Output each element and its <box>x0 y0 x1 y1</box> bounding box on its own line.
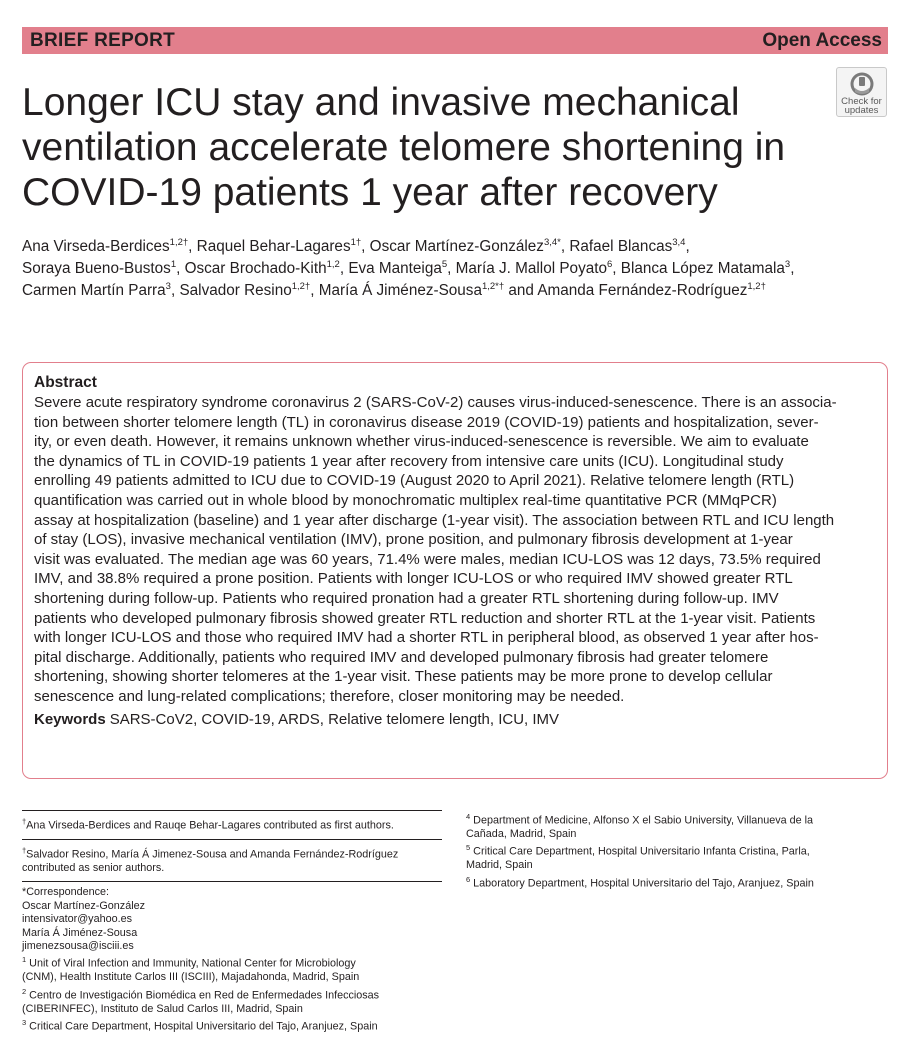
affiliations-left <box>22 953 442 1034</box>
senior-authors-note: †Salvador Resino, María Á Jimenez-Sousa and Amanda Fernández-Rodríguez contributed as senior authors. <box>22 846 399 874</box>
author-list: Ana Virseda-Berdices$^{1,2\dagger}$, Raquel Behar-Lagares$^{1\dagger}$, Oscar Martínez-González$^{3,4*}$, Rafael Blancas$^{3,4}$, Soraya Bueno-Bustos$^1$, Oscar Brochado-Kith$^{1,2}$, Eva Manteiga$^5$, María J. Mallol Poyato$^6$, Blanca López Matamala$^3$, Carmen Martín Parra$^3$, Salvador Resino$^{1,2\dagger}$, María Á Jiménez-Sousa$^{1,2*\dagger}$ and Amanda Fernández-Rodríguez$^{1,2\dagger}$ <box>22 236 795 299</box>
footnotes-right <box>466 810 866 891</box>
badge-text-line2: updates <box>844 105 879 116</box>
author-affiliation-marker: 6 <box>606 258 613 270</box>
check-for-updates-badge[interactable] <box>836 67 887 117</box>
affiliation-note: $^5$ Critical Care Department, Hospital Universitario Infanta Cristina, Parla, Madrid, Spain <box>466 843 810 872</box>
author-name: Eva Manteiga <box>348 260 442 277</box>
article-title: Longer ICU stay and invasive mechanical ventilation accelerate telomere shortening in COVID-19 patients 1 year after recovery <box>22 81 786 214</box>
abstract-line: tion between shorter telomere length (TL) in coronavirus disease 2019 (COVID-19) patients and hospitalization, sever- <box>34 413 819 431</box>
badge-text-line1: Check for <box>841 96 882 107</box>
affiliation-note: $^2$ Centro de Investigación Biomédica en Red de Enfermedades Infecciosas (CIBERINFEC), Instituto de Salud Carlos III, Madrid, Spain <box>22 986 380 1015</box>
abstract-line: pital discharge. Additionally, patients who required IMV and developed pulmonary fibrosis had greater telomere <box>34 648 769 666</box>
abstract-line: patients who developed pulmonary fibrosis showed greater RTL reduction and shorter RTL at the 1-year visit. Patients <box>34 609 816 627</box>
abstract-heading: Abstract <box>34 374 97 391</box>
open-access-label[interactable]: Open Access <box>762 29 882 51</box>
author-name: María J. Mallol Poyato <box>455 260 607 277</box>
author-name: María Á Jiménez-Sousa <box>318 282 482 299</box>
author-name: Salvador Resino <box>179 282 292 299</box>
article-type-label: BRIEF REPORT <box>30 29 176 51</box>
article-type-banner <box>22 27 888 54</box>
abstract-line: assay at hospitalization (baseline) and 1 year after discharge (1-year visit). The association between RTL and ICU length <box>34 511 835 529</box>
author-affiliation-marker: 5 <box>441 258 448 270</box>
author-name: Carmen Martín Parra <box>22 282 166 299</box>
abstract-body <box>34 393 875 707</box>
author-affiliation-marker: 3 <box>784 258 791 270</box>
abstract-line: of stay (LOS), invasive mechanical ventilation (IMV), prone position, and pulmonary fibrosis development at 1-year <box>34 531 793 549</box>
abstract-line: senescence and lung-related complications; therefore, closer monitoring may be needed. <box>34 687 625 705</box>
abstract-line: shortening during follow-up. Patients who required pronation had a greater RTL shortening during follow-up. IMV <box>34 589 779 607</box>
author-name: Rafael Blancas <box>569 238 673 255</box>
crossmark-icon <box>849 71 875 97</box>
author-affiliation-marker: 1,2 <box>326 258 340 270</box>
author-affiliation-marker: 1,2† <box>291 280 311 292</box>
footnotes-left <box>22 810 442 1040</box>
author-affiliation-marker: 1† <box>350 236 362 248</box>
affiliations-right <box>466 810 866 891</box>
author-name: Oscar Brochado-Kith <box>184 260 327 277</box>
affiliation-note: $^1$ Unit of Viral Infection and Immunity, National Center for Microbiology (CNM), Health Institute Carlos III (ISCIII), Majadahonda, Madrid, Spain <box>22 955 360 984</box>
author-affiliation-marker: 1,2† <box>169 236 189 248</box>
author-affiliation-marker: 3,4 <box>672 236 686 248</box>
keywords-label: Keywords <box>34 710 106 728</box>
abstract-box <box>22 362 888 779</box>
correspondent-email[interactable]: intensivator@yahoo.es <box>22 913 132 926</box>
author-affiliation-marker: 3 <box>165 280 171 292</box>
abstract-line: quantification was carried out in whole blood by monochromatic multiplex real-time quantitative PCR (MMqPCR) <box>34 491 777 509</box>
correspondent-email[interactable]: jimenezsousa@isciii.es <box>22 940 134 953</box>
keywords-text: SARS-CoV2, COVID-19, ARDS, Relative telomere length, ICU, IMV <box>109 710 560 728</box>
abstract-line: ity, or even death. However, it remains unknown whether virus-induced-senescence is reversible. We aim to evaluate <box>34 433 809 451</box>
author-affiliation-marker: 3,4* <box>543 236 561 248</box>
abstract-line: visit was evaluated. The median age was 60 years, 71.4% were males, median ICU-LOS was 12 days, 73.5% required <box>34 550 821 568</box>
affiliation-note: $^4$ Department of Medicine, Alfonso X el Sabio University, Villanueva de la Cañada, Madrid, Spain <box>466 812 814 840</box>
author-name: Oscar Martínez-González <box>369 238 544 255</box>
affiliation-note: $^3$ Critical Care Department, Hospital Universitario del Tajo, Aranjuez, Spain <box>22 1018 378 1033</box>
first-authors-note: †Ana Virseda-Berdices and Rauqe Behar-Lagares contributed as first authors. <box>22 817 394 832</box>
affiliation-note: $^6$ Laboratory Department, Hospital Universitario del Tajo, Aranjuez, Spain <box>466 874 814 890</box>
author-name: Ana Virseda-Berdices <box>22 238 170 255</box>
abstract-line: the dynamics of TL in COVID-19 patients 1 year after recovery from intensive care units (ICU). Longitudinal study <box>34 452 784 470</box>
correspondence-label: *Correspondence: <box>22 886 110 899</box>
correspondent-name: María Á Jiménez-Sousa <box>22 926 138 939</box>
abstract-line: enrolling 49 patients admitted to ICU due to COVID-19 (August 2020 to April 2021). Relative telomere length (RTL) <box>34 472 795 490</box>
author-name: Raquel Behar-Lagares <box>196 238 351 255</box>
correspondence-block <box>22 882 442 1040</box>
correspondent-name: Oscar Martínez-González <box>22 899 146 912</box>
author-affiliation-marker: 1,2† <box>747 280 766 292</box>
abstract-line: with longer ICU-LOS and those who required IMV had a shorter RTL in peripheral blood, as observed 1 year after hos- <box>34 629 819 647</box>
abstract-line: shortening, showing shorter telomeres at the 1-year visit. These patients may be more prone to develop cellular <box>34 668 773 686</box>
author-affiliation-marker: 1 <box>170 258 177 270</box>
keywords-line <box>34 710 875 730</box>
author-name: Soraya Bueno-Bustos <box>22 260 171 277</box>
abstract-line: IMV, and 38.8% required a prone position. Patients with longer ICU-LOS or who required IMV showed greater RTL <box>34 570 793 588</box>
abstract-line: Severe acute respiratory syndrome coronavirus 2 (SARS-CoV-2) causes virus-induced-senescence. There is an associa- <box>34 394 837 411</box>
author-affiliation-marker: 1,2*† <box>481 280 505 292</box>
author-name: Blanca López Matamala <box>620 260 785 277</box>
author-name: Amanda Fernández-Rodríguez <box>537 282 748 299</box>
